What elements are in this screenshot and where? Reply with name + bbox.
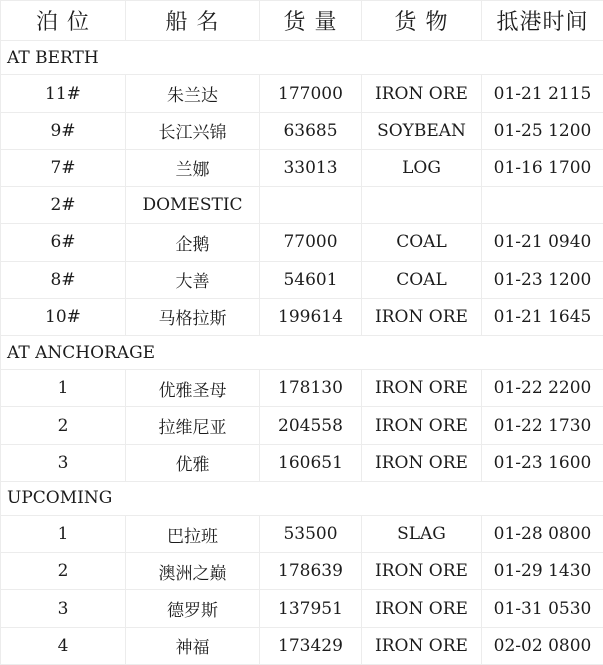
vessel-name-cell: 巴拉班 (126, 516, 260, 553)
cargo-cell: SLAG (362, 516, 482, 553)
vessel-name-cell: 优雅圣母 (126, 370, 260, 407)
berth-cell: 2 (1, 407, 126, 444)
cargo-cell: IRON ORE (362, 590, 482, 627)
table-row (1, 187, 603, 224)
berth-cell: 6# (1, 224, 126, 261)
berth-cell: 4 (1, 627, 126, 664)
cargo-cell: LOG (362, 149, 482, 186)
vessel-name-cell: 神福 (126, 627, 260, 664)
arrival-time-cell: 01-29 1430 (482, 553, 603, 590)
vessel-name-cell: 优雅 (126, 444, 260, 481)
quantity-cell: 199614 (260, 298, 362, 335)
berth-cell: 8# (1, 261, 126, 298)
table-row (1, 261, 603, 298)
section-row (1, 41, 603, 75)
table-row (1, 590, 603, 627)
arrival-time-cell: 01-28 0800 (482, 516, 603, 553)
quantity-cell (260, 187, 362, 224)
table-row (1, 444, 603, 481)
arrival-time-cell: 01-21 0940 (482, 224, 603, 261)
cargo-cell: IRON ORE (362, 75, 482, 112)
header-vessel-name: 船 名 (126, 1, 260, 41)
header-berth: 泊 位 (1, 1, 126, 41)
header-quantity: 货 量 (260, 1, 362, 41)
cargo-cell: IRON ORE (362, 370, 482, 407)
arrival-time-cell: 01-25 1200 (482, 112, 603, 149)
cargo-cell: IRON ORE (362, 627, 482, 664)
section-row (1, 335, 603, 369)
cargo-cell: IRON ORE (362, 407, 482, 444)
header-row (1, 1, 603, 41)
quantity-cell: 204558 (260, 407, 362, 444)
table-row (1, 407, 603, 444)
vessel-name-cell: 长江兴锦 (126, 112, 260, 149)
table-row (1, 112, 603, 149)
table-row (1, 627, 603, 664)
table-row (1, 75, 603, 112)
berth-cell: 2 (1, 553, 126, 590)
quantity-cell: 178639 (260, 553, 362, 590)
quantity-cell: 33013 (260, 149, 362, 186)
berth-cell: 9# (1, 112, 126, 149)
quantity-cell: 178130 (260, 370, 362, 407)
section-title: UPCOMING (1, 481, 603, 515)
header-cargo: 货 物 (362, 1, 482, 41)
arrival-time-cell: 01-23 1200 (482, 261, 603, 298)
cargo-cell: IRON ORE (362, 553, 482, 590)
berth-cell: 2# (1, 187, 126, 224)
quantity-cell: 137951 (260, 590, 362, 627)
cargo-cell: COAL (362, 261, 482, 298)
arrival-time-cell: 01-23 1600 (482, 444, 603, 481)
cargo-cell (362, 187, 482, 224)
table-body (1, 1, 603, 665)
cargo-cell: SOYBEAN (362, 112, 482, 149)
arrival-time-cell: 01-31 0530 (482, 590, 603, 627)
arrival-time-cell: 01-16 1700 (482, 149, 603, 186)
vessel-name-cell: 拉维尼亚 (126, 407, 260, 444)
section-title: AT BERTH (1, 41, 603, 75)
vessel-name-cell: 德罗斯 (126, 590, 260, 627)
arrival-time-cell: 01-21 1645 (482, 298, 603, 335)
table-row (1, 370, 603, 407)
vessel-name-cell: 大善 (126, 261, 260, 298)
arrival-time-cell (482, 187, 603, 224)
quantity-cell: 77000 (260, 224, 362, 261)
table-row (1, 224, 603, 261)
arrival-time-cell: 01-22 1730 (482, 407, 603, 444)
berth-cell: 1 (1, 516, 126, 553)
arrival-time-cell: 02-02 0800 (482, 627, 603, 664)
vessel-name-cell: 澳洲之巅 (126, 553, 260, 590)
arrival-time-cell: 01-21 2115 (482, 75, 603, 112)
berth-cell: 3 (1, 444, 126, 481)
berth-cell: 10# (1, 298, 126, 335)
quantity-cell: 63685 (260, 112, 362, 149)
cargo-cell: IRON ORE (362, 298, 482, 335)
quantity-cell: 54601 (260, 261, 362, 298)
vessel-name-cell: 朱兰达 (126, 75, 260, 112)
table-row (1, 553, 603, 590)
header-arrival-time: 抵港时间 (482, 1, 603, 41)
berth-cell: 3 (1, 590, 126, 627)
vessel-name-cell: 兰娜 (126, 149, 260, 186)
quantity-cell: 177000 (260, 75, 362, 112)
section-title: AT ANCHORAGE (1, 335, 603, 369)
quantity-cell: 160651 (260, 444, 362, 481)
section-row (1, 481, 603, 515)
berth-cell: 1 (1, 370, 126, 407)
berth-cell: 11# (1, 75, 126, 112)
quantity-cell: 173429 (260, 627, 362, 664)
berth-cell: 7# (1, 149, 126, 186)
table-row (1, 516, 603, 553)
vessel-name-cell: 马格拉斯 (126, 298, 260, 335)
cargo-cell: IRON ORE (362, 444, 482, 481)
table-row (1, 298, 603, 335)
vessel-name-cell: 企鹅 (126, 224, 260, 261)
arrival-time-cell: 01-22 2200 (482, 370, 603, 407)
vessel-name-cell: DOMESTIC (126, 187, 260, 224)
table-row (1, 149, 603, 186)
cargo-cell: COAL (362, 224, 482, 261)
quantity-cell: 53500 (260, 516, 362, 553)
